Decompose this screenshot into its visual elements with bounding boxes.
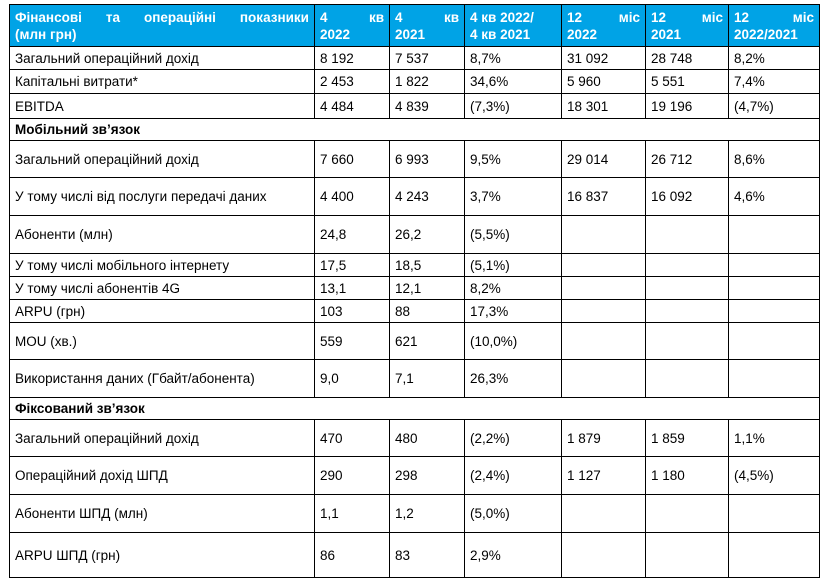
value-cell: 19 196 [646,94,729,119]
row-label: ARPU (грн) [10,300,315,323]
value-cell [729,300,820,323]
value-cell: 13,1 [315,277,390,300]
table-row [10,323,820,360]
value-cell: (5,1%) [465,254,562,277]
value-cell: 103 [315,300,390,323]
value-cell [562,300,646,323]
table-row [10,94,820,119]
table-row [10,495,820,533]
value-cell: 26,2 [390,216,465,254]
value-cell: 559 [315,323,390,360]
value-cell [646,216,729,254]
value-cell: 28 748 [646,47,729,70]
row-label: Загальний операційний дохід [10,420,315,457]
value-cell: (4,7%) [729,94,820,119]
section-row [10,119,820,141]
value-cell: 8 192 [315,47,390,70]
value-cell: 17,5 [315,254,390,277]
value-cell [729,360,820,398]
value-cell: 7,4% [729,70,820,94]
value-cell [646,360,729,398]
row-label: EBITDA [10,94,315,119]
section-title: Фіксований зв’язок [10,398,820,420]
value-cell: 290 [315,457,390,495]
value-cell: 8,7% [465,47,562,70]
header-row [10,5,820,47]
value-cell [562,495,646,533]
table-row [10,277,820,300]
value-cell: 1 879 [562,420,646,457]
value-cell: 26,3% [465,360,562,398]
header-12m-change: 12 міс 2022/2021 [729,5,820,47]
table-row [10,141,820,178]
value-cell: 1,1 [315,495,390,533]
value-cell: 16 092 [646,178,729,216]
value-cell: 1 859 [646,420,729,457]
value-cell [729,254,820,277]
value-cell [729,277,820,300]
header-q4-2021: 4 кв 2021 [390,5,465,47]
value-cell: 17,3% [465,300,562,323]
value-cell [646,533,729,578]
table-row [10,300,820,323]
value-cell: 9,0 [315,360,390,398]
value-cell [646,323,729,360]
header-12m-2021: 12 міс 2021 [646,5,729,47]
financial-table [9,4,820,578]
value-cell: (2,2%) [465,420,562,457]
value-cell: 2,9% [465,533,562,578]
value-cell: 470 [315,420,390,457]
value-cell: 86 [315,533,390,578]
header-12m-2022: 12 міс 2022 [562,5,646,47]
value-cell: 4 400 [315,178,390,216]
table-row [10,360,820,398]
value-cell [729,323,820,360]
value-cell: 4 484 [315,94,390,119]
value-cell: 7 660 [315,141,390,178]
value-cell: 18 301 [562,94,646,119]
value-cell: 4 243 [390,178,465,216]
value-cell: 2 453 [315,70,390,94]
value-cell: 5 551 [646,70,729,94]
value-cell: 16 837 [562,178,646,216]
value-cell: 88 [390,300,465,323]
value-cell: 4 839 [390,94,465,119]
value-cell [562,533,646,578]
value-cell [729,533,820,578]
row-label: Загальний операційний дохід [10,47,315,70]
table-row [10,47,820,70]
value-cell: (2,4%) [465,457,562,495]
row-label: Абоненти (млн) [10,216,315,254]
value-cell [562,277,646,300]
value-cell [646,300,729,323]
table-row [10,254,820,277]
value-cell: 18,5 [390,254,465,277]
value-cell: 4,6% [729,178,820,216]
value-cell: 5 960 [562,70,646,94]
value-cell: 8,6% [729,141,820,178]
header-indicators: Фінансові та операційні показники (млн грн) [10,5,315,47]
value-cell [729,495,820,533]
row-label: Загальний операційний дохід [10,141,315,178]
value-cell: (5,0%) [465,495,562,533]
value-cell: 7 537 [390,47,465,70]
row-label: MOU (хв.) [10,323,315,360]
value-cell [646,277,729,300]
row-label: Абоненти ШПД (млн) [10,495,315,533]
value-cell: 31 092 [562,47,646,70]
section-row [10,398,820,420]
value-cell: 1 180 [646,457,729,495]
value-cell: 83 [390,533,465,578]
row-label: У тому числі від послуги передачі даних [10,178,315,216]
value-cell: 1 822 [390,70,465,94]
value-cell: 26 712 [646,141,729,178]
value-cell [562,360,646,398]
value-cell [646,254,729,277]
table-row [10,70,820,94]
value-cell: 34,6% [465,70,562,94]
table-row [10,420,820,457]
value-cell: 1,2 [390,495,465,533]
row-label: Операційний дохід ШПД [10,457,315,495]
row-label: Використання даних (Гбайт/абонента) [10,360,315,398]
value-cell [646,495,729,533]
value-cell [562,323,646,360]
value-cell: 7,1 [390,360,465,398]
value-cell: (10,0%) [465,323,562,360]
value-cell: 298 [390,457,465,495]
value-cell: (7,3%) [465,94,562,119]
value-cell: 6 993 [390,141,465,178]
value-cell [562,216,646,254]
row-label: У тому числі мобільного інтернету [10,254,315,277]
value-cell [729,216,820,254]
table-row [10,457,820,495]
value-cell: 1 127 [562,457,646,495]
value-cell: 3,7% [465,178,562,216]
table-row [10,178,820,216]
header-q4-2022: 4 кв 2022 [315,5,390,47]
row-label: ARPU ШПД (грн) [10,533,315,578]
table-row [10,533,820,578]
value-cell: 24,8 [315,216,390,254]
value-cell: 621 [390,323,465,360]
header-q4-change: 4 кв 2022/ 4 кв 2021 [465,5,562,47]
value-cell [562,254,646,277]
value-cell: (4,5%) [729,457,820,495]
value-cell: 9,5% [465,141,562,178]
value-cell: 8,2% [729,47,820,70]
value-cell: 1,1% [729,420,820,457]
section-title: Мобільний зв’язок [10,119,820,141]
table-row [10,216,820,254]
value-cell: (5,5%) [465,216,562,254]
value-cell: 29 014 [562,141,646,178]
value-cell: 480 [390,420,465,457]
value-cell: 8,2% [465,277,562,300]
row-label: Капітальні витрати* [10,70,315,94]
row-label: У тому числі абонентів 4G [10,277,315,300]
value-cell: 12,1 [390,277,465,300]
